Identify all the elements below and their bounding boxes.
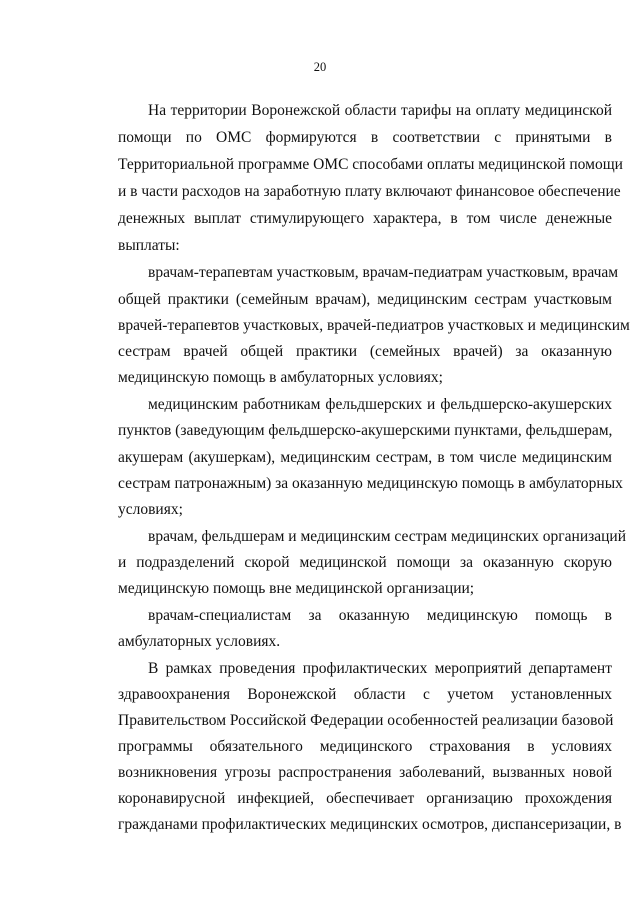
text-line: денежных выплат стимулирующего характера, в том числе денежные [118,210,612,227]
text-line: медицинским работникам фельдшерских и фельдшерско-акушерских [148,396,612,413]
text-line: сестрам врачей общей практики (семейных врачей) за оказанную [118,343,612,360]
text-line: Правительством Российской Федерации особенностей реализации базовой [118,712,614,729]
text-line: сестрам патронажным) за оказанную медицинскую помощь в амбулаторных [118,475,623,492]
text-line: Территориальной программе ОМС способами оплаты медицинской помощи [118,156,623,173]
page-number: 20 [313,60,327,74]
text-line: акушерам (акушеркам), медицинским сестрам, в том числе медицинским [118,449,612,466]
text-line: На территории Воронежской области тарифы на оплату медицинской [148,102,612,119]
text-line: амбулаторных условиях. [118,633,281,650]
text-line: медицинскую помощь в амбулаторных условиях; [118,369,443,386]
text-line: врачам, фельдшерам и медицинским сестрам медицинских организаций [148,528,626,545]
text-line: возникновения угрозы распространения заболеваний, вызванных новой [118,764,612,781]
text-line: гражданами профилактических медицинских осмотров, диспансеризации, в [118,816,622,833]
text-line: выплаты: [118,237,180,254]
text-line: коронавирусной инфекцией, обеспечивает организацию прохождения [118,790,612,807]
text-line: программы обязательного медицинского страхования в условиях [118,738,612,755]
text-line: условиях; [118,501,183,518]
text-line: В рамках проведения профилактических мероприятий департамент [148,660,612,677]
text-line: здравоохранения Воронежской области с учетом установленных [118,686,612,703]
text-line: врачам-специалистам за оказанную медицинскую помощь в [148,607,612,624]
text-line: и в части расходов на заработную плату включают финансовое обеспечение [118,183,621,200]
text-line: медицинскую помощь вне медицинской организации; [118,580,475,597]
text-line: общей практики (семейным врачам), медицинским сестрам участковым [118,291,612,308]
text-line: врачей-терапевтов участковых, врачей-педиатров участковых и медицинским [118,317,630,334]
text-line: помощи по ОМС формируются в соответствии с принятыми в [118,129,612,146]
text-line: и подразделений скорой медицинской помощи за оказанную скорую [118,554,612,571]
text-line: врачам-терапевтам участковым, врачам-педиатрам участковым, врачам [148,264,619,281]
text-line: пунктов (заведующим фельдшерско-акушерскими пунктами, фельдшерам, [118,422,613,439]
